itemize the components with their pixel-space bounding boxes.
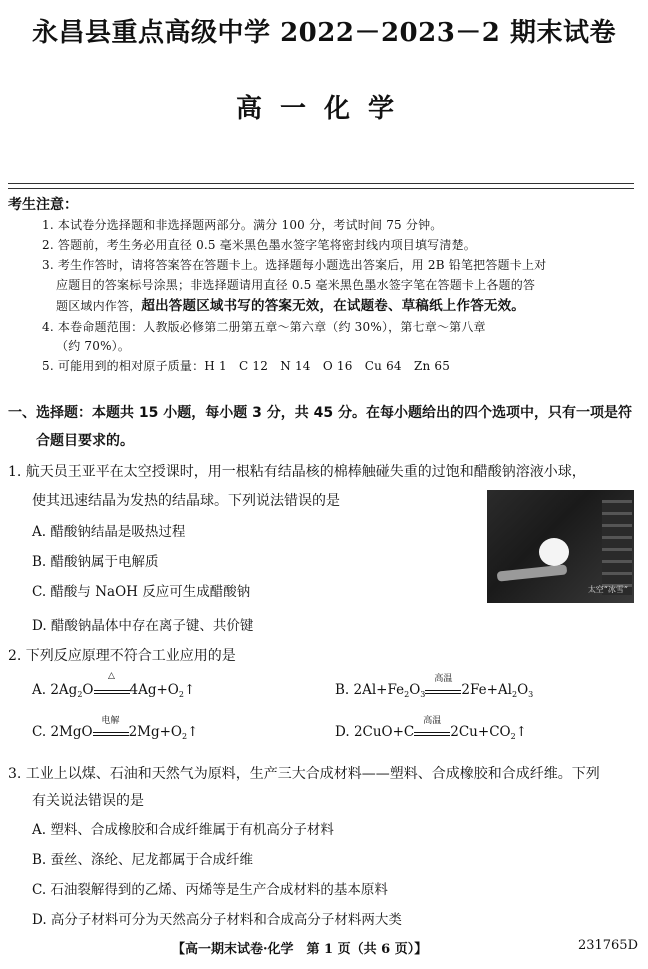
photo-caption: 太空“冰雪” xyxy=(587,585,628,594)
paper-code: 231765D xyxy=(577,938,638,953)
space-photo xyxy=(487,490,634,603)
question-3-option-a: A. 塑料、合成橡胶和合成纤维属于有机高分子材料 xyxy=(32,822,334,838)
photo-arm xyxy=(497,564,568,581)
question-3-stem-cont: 有关说法错误的是 xyxy=(32,793,144,809)
photo-crystal-ball xyxy=(539,538,569,566)
notice-item: 1. 本试卷分选择题和非选择题两部分。满分 100 分，考试时间 75 分钟。 xyxy=(42,218,443,232)
question-2-option-c: C. 2MgO 电解 $2Mg+O_2↑$ xyxy=(32,716,199,741)
notice-item: 应题目的答案标号涂黑；非选择题请用直径 0.5 毫米黑色墨水签字笔在答题卡上各题的答 xyxy=(56,278,536,292)
question-3-option-d: D. 高分子材料可分为天然高分子材料和合成高分子材料两大类 xyxy=(32,912,402,928)
question-1-stem-cont: 使其迅速结晶为发热的结晶球。下列说法错误的是 xyxy=(32,493,340,509)
reaction-arrow: △ xyxy=(94,682,130,694)
question-1-option-a: A. 醋酸钠结晶是吸热过程 xyxy=(32,524,186,540)
question-1-option-c: C. 醋酸与 NaOH 反应可生成醋酸钠 xyxy=(32,584,251,600)
question-3-option-b: B. 蚕丝、涤纶、尼龙都属于合成纤维 xyxy=(32,852,254,868)
notice-item: （约 70%）。 xyxy=(56,339,131,353)
question-2-option-a: A. $2Ag_2O$ △ $4Ag+O_2↑$ xyxy=(32,671,196,699)
divider xyxy=(8,188,634,189)
reaction-arrow: 电解 xyxy=(93,724,129,736)
reaction-arrow: 高温 xyxy=(414,724,450,736)
page-footer: 【高一期末试卷·化学 第 1 页（共 6 页）】 xyxy=(172,942,428,957)
question-3-option-c: C. 石油裂解得到的乙烯、丙烯等是生产合成材料的基本原料 xyxy=(32,882,388,898)
notice-heading: 考生注意： xyxy=(8,197,78,213)
reaction-arrow: 高温 xyxy=(425,682,461,694)
notice-item: 3. 考生作答时，请将答案答在答题卡上。选择题每小题选出答案后，用 2B 铅笔把答题卡上对 xyxy=(42,258,547,272)
question-1-stem: 1. 航天员王亚平在太空授课时，用一根粘有结晶核的棉棒触碰失重的过饱和醋酸钠溶液小球， xyxy=(8,464,586,480)
question-2-option-b: B. $2Al+Fe_2O_3$ 高温 $2Fe+Al_2O_3$ xyxy=(335,674,534,699)
notice-item: 4. 本卷命题范围：人教版必修第二册第五章～第六章（约 30%），第七章～第八章 xyxy=(42,320,486,334)
section-heading: 一、选择题：本题共 15 小题，每小题 3 分，共 45 分。在每小题给出的四个选项中，只有一项是符 xyxy=(8,405,632,421)
divider xyxy=(8,183,634,184)
notice-emphasis: 超出答题区域书写的答案无效，在试题卷、草稿纸上作答无效。 xyxy=(141,298,526,314)
notice-item: 5. 可能用到的相对原子质量：H 1 C 12 N 14 O 16 Cu 64 Zn 65 xyxy=(42,359,451,373)
notice-item: 2. 答题前，考生务必用直径 0.5 毫米黑色墨水签字笔将密封线内项目填写清楚。 xyxy=(42,238,476,252)
photo-background xyxy=(602,500,632,595)
question-3-stem: 3. 工业上以煤、石油和天然气为原料，生产三大合成材料——塑料、合成橡胶和合成纤维。下列 xyxy=(8,766,600,782)
question-1-option-d: D. 醋酸钠晶体中存在离子键、共价键 xyxy=(32,618,254,634)
subject-title: 高一化学 xyxy=(235,94,412,124)
question-2-option-d: D. 2CuO+C 高温 $2Cu+CO_2↑$ xyxy=(335,716,527,741)
question-1-option-b: B. 醋酸钠属于电解质 xyxy=(32,554,159,570)
notice-item: 题区域内作答，超出答题区域书写的答案无效，在试题卷、草稿纸上作答无效。 xyxy=(56,298,526,314)
exam-title: 永昌县重点高级中学 2022－2023－2 期末试卷 xyxy=(32,18,616,48)
question-2-stem: 2. 下列反应原理不符合工业应用的是 xyxy=(8,648,236,664)
section-heading-cont: 合题目要求的。 xyxy=(36,433,134,449)
